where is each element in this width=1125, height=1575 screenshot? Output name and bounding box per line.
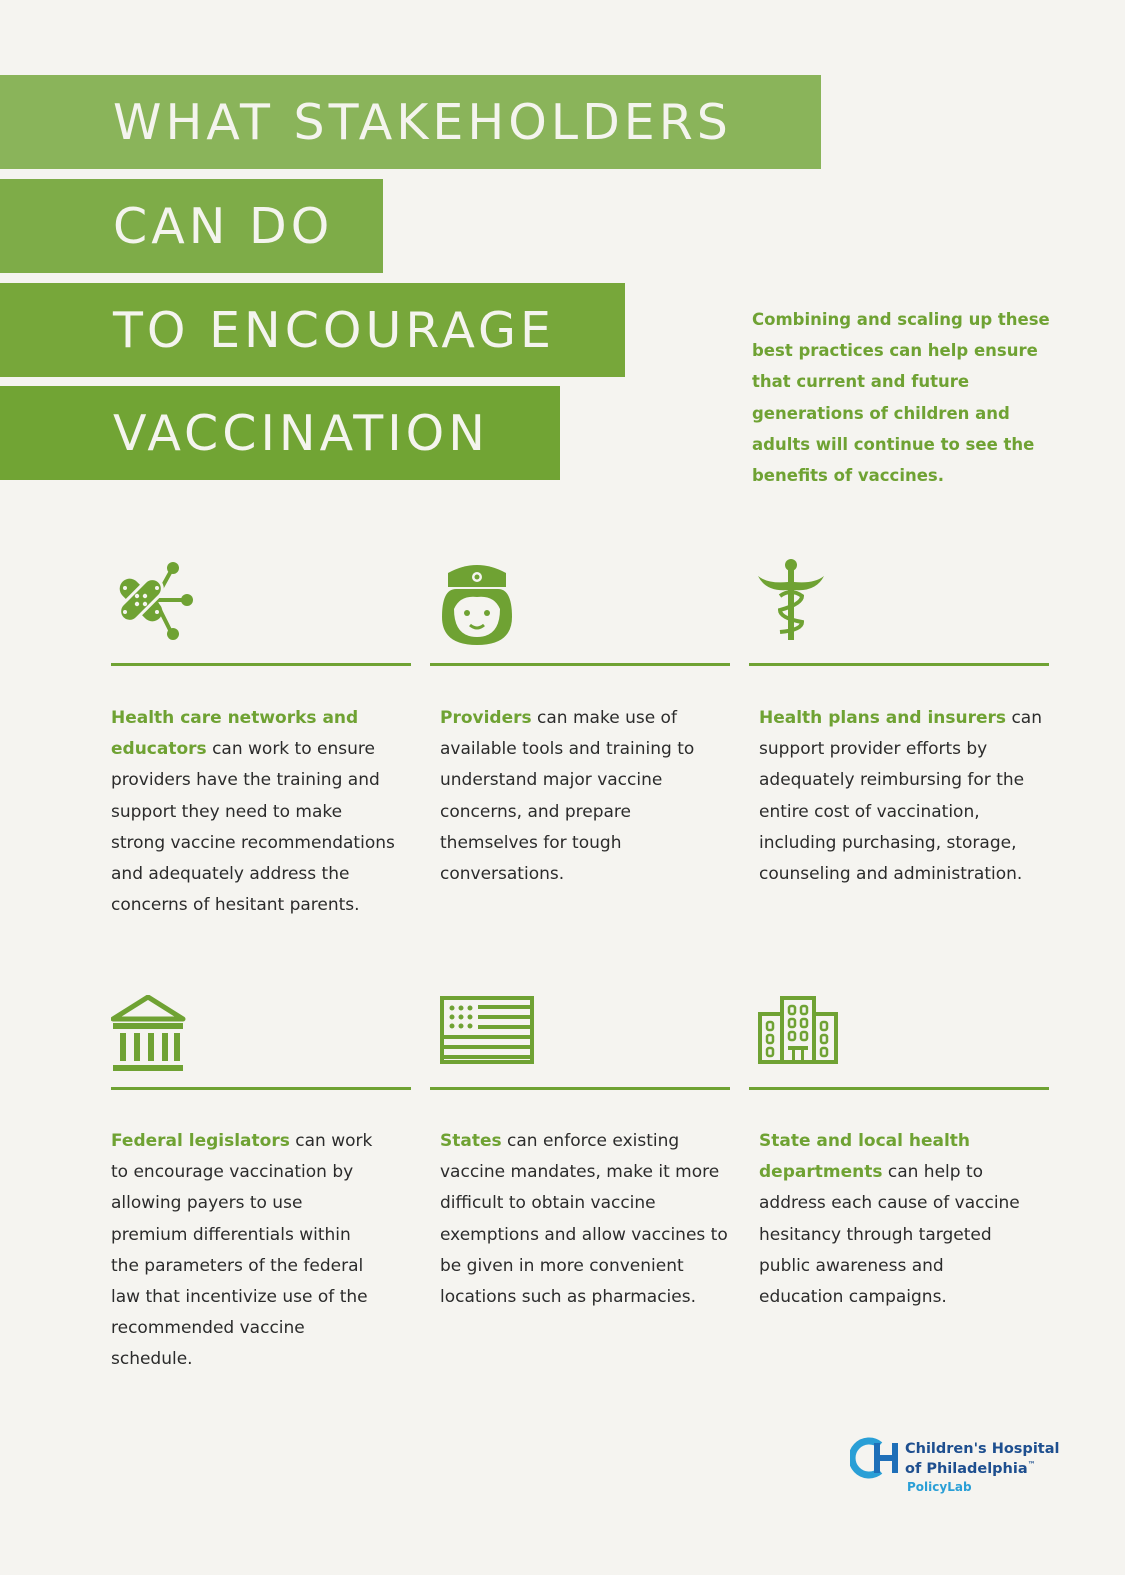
title-band-4 xyxy=(0,386,560,480)
divider-5 xyxy=(430,1087,730,1090)
stakeholder-name: Federal legislators xyxy=(111,1131,290,1151)
bandage-network-icon xyxy=(111,558,196,643)
chop-monogram-icon xyxy=(850,1437,902,1479)
stakeholder-card-states xyxy=(440,1126,732,1313)
nurse-icon xyxy=(440,557,515,649)
divider-6 xyxy=(749,1087,1049,1090)
stakeholder-text: can make use of available tools and training to understand major vaccine concerns, and prepare themselves for tough conversations. xyxy=(440,708,695,885)
logo-name-line-2: of Philadelphia xyxy=(905,1460,1028,1477)
stakeholder-text: can support provider efforts by adequately reimbursing for the entire cost of vaccination, including purchasing, storage, counseling and administration. xyxy=(759,708,1042,885)
logo-name-line-2-wrap xyxy=(905,1457,1059,1477)
stakeholder-name: Providers xyxy=(440,708,532,728)
stakeholder-name: Health care networks and educators xyxy=(111,708,359,760)
caduceus-icon xyxy=(758,558,828,643)
stakeholder-text: can work to encourage vaccination by allowing payers to use premium differentials within the parameters of the federal law that incentivize use of the recommended vaccine schedule. xyxy=(111,1131,373,1370)
divider-1 xyxy=(111,663,411,666)
divider-3 xyxy=(749,663,1049,666)
title-line-1: WHAT STAKEHOLDERS xyxy=(113,93,732,151)
us-flag-icon xyxy=(440,996,534,1066)
logo-trademark: ™ xyxy=(1027,1460,1036,1469)
title-band-3 xyxy=(0,283,625,377)
stakeholder-card-providers xyxy=(440,703,715,890)
title-band-1 xyxy=(0,75,821,169)
divider-2 xyxy=(430,663,730,666)
stakeholder-text: can enforce existing vaccine mandates, make it more difficult to obtain vaccine exemptions and allow vaccines to be given in more convenient locations such as pharmacies. xyxy=(440,1131,728,1308)
chop-policylab-logo xyxy=(850,1437,1060,1497)
intro-text: Combining and scaling up these best practices can help ensure that current and future generations of children and adults will continue to see the benefits of vaccines. xyxy=(752,310,1050,486)
logo-subtitle: PolicyLab xyxy=(907,1480,972,1494)
title-line-3: TO ENCOURAGE xyxy=(113,301,555,359)
stakeholder-name: States xyxy=(440,1131,502,1151)
divider-4 xyxy=(111,1087,411,1090)
capitol-building-icon xyxy=(111,995,186,1075)
stakeholder-card-federal-legislators xyxy=(111,1126,383,1376)
stakeholder-card-health-plans xyxy=(759,703,1059,890)
logo-name xyxy=(905,1442,1059,1477)
stakeholder-name: Health plans and insurers xyxy=(759,708,1007,728)
stakeholder-card-health-networks xyxy=(111,703,401,921)
title-line-4: VACCINATION xyxy=(113,404,489,462)
stakeholder-text: can work to ensure providers have the training and support they need to make strong vaccine recommendations and adequately address the concerns of hesitant parents. xyxy=(111,739,395,916)
title-line-2: CAN DO xyxy=(113,197,334,255)
stakeholder-text: can help to address each cause of vaccine hesitancy through targeted public awareness and education campaigns. xyxy=(759,1162,1020,1308)
logo-name-line-1: Children's Hospital xyxy=(905,1441,1060,1457)
stakeholder-card-health-departments xyxy=(759,1126,1031,1313)
office-buildings-icon xyxy=(758,996,838,1066)
stakeholder-name: State and local health departments xyxy=(759,1131,971,1183)
title-band-2 xyxy=(0,179,383,273)
